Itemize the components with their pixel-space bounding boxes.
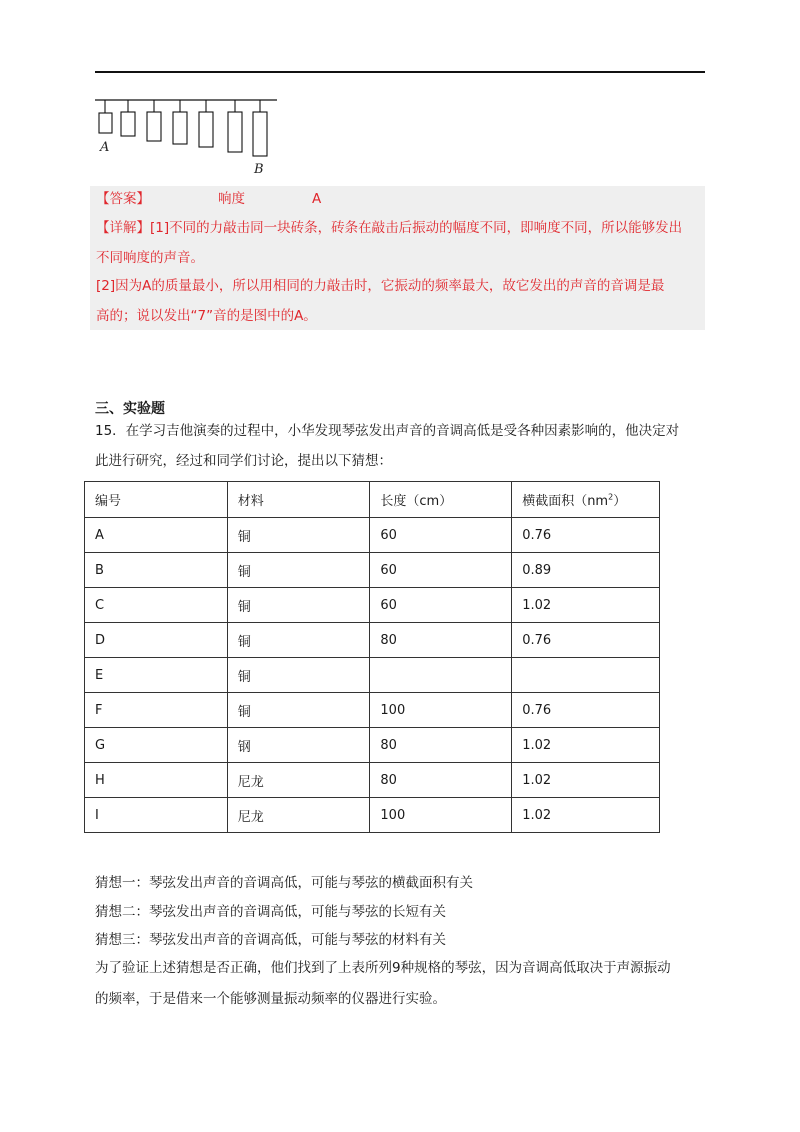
hypothesis-2: 猜想二：琴弦发出声音的音调高低，可能与琴弦的长短有关 (95, 904, 446, 920)
cell-length: 100 (370, 798, 512, 833)
table-header-row (85, 482, 660, 518)
detail-line-4: 高的；说以发出“7”音的是图中的A。 (96, 308, 317, 324)
cell-length: 60 (370, 518, 512, 553)
cell-area: 0.76 (512, 518, 660, 553)
detail-tag: 【详解】 (96, 220, 150, 236)
cell-area: 1.02 (512, 798, 660, 833)
cell-id: G (85, 728, 228, 763)
header-length: 长度（cm） (370, 482, 512, 518)
table-row (85, 518, 660, 553)
table-row (85, 693, 660, 728)
cell-id: A (85, 518, 228, 553)
cell-id: F (85, 693, 228, 728)
cell-length: 80 (370, 728, 512, 763)
cell-material: 钢 (227, 728, 370, 763)
detail-line-1: 【详解】[1]不同的力敲击同一块砖条，砖条在敲击后振动的幅度不同，即响度不同，所以能够发出 (96, 220, 683, 236)
cell-material: 铜 (227, 588, 370, 623)
cell-material: 尼龙 (227, 798, 370, 833)
cell-area: 0.76 (512, 693, 660, 728)
cell-material: 铜 (227, 658, 370, 693)
table-row (85, 798, 660, 833)
cell-area: 0.76 (512, 623, 660, 658)
cell-material: 铜 (227, 623, 370, 658)
header-rule (95, 71, 705, 73)
section-title: 三、实验题 (95, 401, 165, 417)
cell-id: D (85, 623, 228, 658)
answer-box (90, 186, 705, 330)
hanging-bricks-figure (95, 95, 285, 185)
question-line-2: 此进行研究，经过和同学们讨论，提出以下猜想： (95, 453, 392, 469)
cell-length: 60 (370, 553, 512, 588)
answer-1: 响度 (218, 191, 245, 207)
cell-length: 80 (370, 623, 512, 658)
cell-material: 铜 (227, 518, 370, 553)
cell-area (512, 658, 660, 693)
cell-material: 尼龙 (227, 763, 370, 798)
label-b: B (254, 162, 264, 177)
cell-material: 铜 (227, 693, 370, 728)
header-material: 材料 (227, 482, 370, 518)
cell-id: H (85, 763, 228, 798)
hypothesis-3: 猜想三：琴弦发出声音的音调高低，可能与琴弦的材料有关 (95, 932, 446, 948)
cell-id: E (85, 658, 228, 693)
answer-line (96, 191, 322, 207)
cell-area: 0.89 (512, 553, 660, 588)
conclusion-line-1: 为了验证上述猜想是否正确，他们找到了上表所列9种规格的琴弦，因为音调高低取决于声源振动 (95, 960, 671, 976)
table-row (85, 553, 660, 588)
answer-tag: 【答案】 (96, 191, 150, 207)
cell-id: B (85, 553, 228, 588)
cell-area: 1.02 (512, 763, 660, 798)
cell-material: 铜 (227, 553, 370, 588)
cell-length: 60 (370, 588, 512, 623)
cell-id: I (85, 798, 228, 833)
cell-area: 1.02 (512, 588, 660, 623)
question-line-1: 15．在学习吉他演奏的过程中，小华发现琴弦发出声音的音调高低是受各种因素影响的，他决定对 (95, 423, 680, 439)
label-a: A (100, 140, 110, 155)
cell-area: 1.02 (512, 728, 660, 763)
detail-line-3: [2]因为A的质量最小，所以用相同的力敲击时，它振动的频率最大，故它发出的声音的音调是最 (96, 278, 665, 294)
table-row (85, 763, 660, 798)
table-row (85, 728, 660, 763)
string-spec-table (84, 481, 660, 833)
header-area: 横截面积$(nm^2)$ (512, 482, 660, 518)
cell-length: 100 (370, 693, 512, 728)
table-row (85, 658, 660, 693)
table-row (85, 588, 660, 623)
table-row (85, 623, 660, 658)
cell-length: 80 (370, 763, 512, 798)
detail-line-2: 不同响度的声音。 (96, 250, 204, 266)
conclusion-line-2: 的频率，于是借来一个能够测量振动频率的仪器进行实验。 (95, 991, 446, 1007)
cell-length (370, 658, 512, 693)
cell-id: C (85, 588, 228, 623)
answer-2: A (312, 191, 322, 207)
hypothesis-1: 猜想一：琴弦发出声音的音调高低，可能与琴弦的横截面积有关 (95, 875, 473, 891)
header-id: 编号 (85, 482, 228, 518)
